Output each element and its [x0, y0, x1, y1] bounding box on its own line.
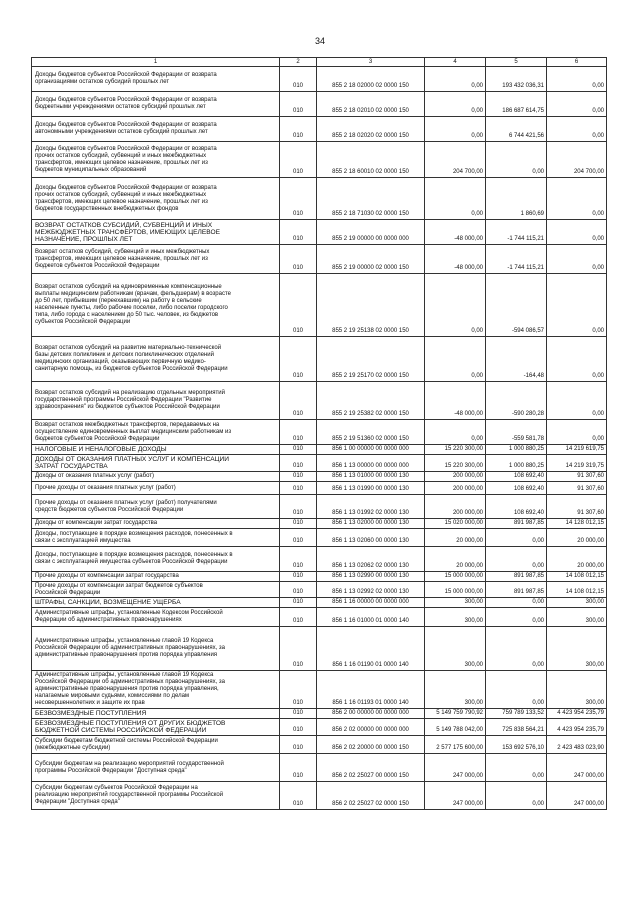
page-number: 34 [314, 36, 325, 46]
table-row [32, 627, 607, 671]
row-name-text: Возврат остатков субсидий на развитие материально-технической базы детских поликлиник и детских поликлинических отделений медицинских организаций, оказывающих первичную медико- санитарную помощь, из бюджетов субъектов Российской Федерации [35, 345, 228, 372]
row-budget-code: 855 2 19 25138 02 0000 150 [317, 274, 425, 337]
row-line-code: 010 [280, 455, 317, 472]
row-name [32, 117, 280, 142]
row-name-text: Субсидии бюджетам на реализацию мероприятий государственной программы Российской Федерации "Доступная среда" [35, 760, 224, 774]
row-budget-code: 856 1 13 02000 00 0000 130 [317, 519, 425, 529]
row-plan-value: 0,00 [425, 92, 486, 117]
row-remaining-value: 14 219 319,75 [547, 455, 607, 472]
row-line-code: 010 [280, 671, 317, 709]
row-budget-code: 856 1 00 00000 00 0000 000 [317, 445, 425, 455]
row-plan-value: 0,00 [425, 117, 486, 142]
row-name-text: Административные штрафы, установленные главой 19 Кодекса Российской Федерации об административных правонарушениях, за административные правонарушения против порядка управления, налагаемые мировыми судьями, комиссиями по делам несовершеннолетних и защите их прав [35, 672, 225, 706]
row-plan-value: 15 000 000,00 [425, 582, 486, 598]
row-name [32, 455, 280, 472]
row-remaining-value: 0,00 [547, 220, 607, 245]
row-plan-value: 204 700,00 [425, 142, 486, 178]
row-line-code: 010 [280, 627, 317, 671]
row-name-text: Доходы от компенсации затрат государства [35, 520, 158, 526]
row-name [32, 337, 280, 382]
table-row [32, 572, 607, 582]
row-budget-code: 856 1 13 02990 00 0000 130 [317, 572, 425, 582]
row-name [32, 178, 280, 220]
row-budget-code: 856 1 13 01000 00 0000 130 [317, 472, 425, 482]
row-remaining-value: 0,00 [547, 117, 607, 142]
row-executed-value: 0,00 [486, 547, 547, 572]
row-budget-code: 856 1 16 01000 01 0000 140 [317, 608, 425, 627]
row-plan-value: 247 000,00 [425, 754, 486, 782]
row-executed-value: 891 987,85 [486, 572, 547, 582]
row-plan-value: -48 000,00 [425, 382, 486, 420]
column-header: 6 [547, 58, 607, 67]
table-row [32, 719, 607, 736]
row-name [32, 67, 280, 92]
row-plan-value: 20 000,00 [425, 547, 486, 572]
row-name [32, 547, 280, 572]
table-row [32, 420, 607, 445]
row-line-code: 010 [280, 495, 317, 519]
row-executed-value: -164,48 [486, 337, 547, 382]
table-row [32, 92, 607, 117]
row-name [32, 608, 280, 627]
row-line-code: 010 [280, 719, 317, 736]
row-line-code: 010 [280, 572, 317, 582]
row-remaining-value: 0,00 [547, 245, 607, 274]
row-name-text: Субсидии бюджетам бюджетной системы Российской Федерации (межбюджетные субсидии) [35, 737, 218, 751]
row-remaining-value: 4 423 954 235,79 [547, 719, 607, 736]
row-executed-value: 725 838 564,21 [486, 719, 547, 736]
row-remaining-value: 20 000,00 [547, 547, 607, 572]
table-header-row [32, 58, 607, 67]
row-name [32, 582, 280, 598]
row-executed-value: 0,00 [486, 598, 547, 608]
row-name-text: Доходы бюджетов субъектов Российской Федерации от возврата организациями остатков субсидий прошлых лет [35, 72, 217, 85]
row-name [32, 142, 280, 178]
table-row [32, 736, 607, 754]
row-executed-value: -590 280,28 [486, 382, 547, 420]
row-line-code: 010 [280, 529, 317, 547]
row-remaining-value: 0,00 [547, 337, 607, 382]
row-executed-value: 1 000 880,25 [486, 455, 547, 472]
row-line-code: 010 [280, 117, 317, 142]
row-plan-value: 247 000,00 [425, 782, 486, 810]
table-row [32, 782, 607, 810]
row-remaining-value: 0,00 [547, 420, 607, 445]
column-header: 3 [317, 58, 425, 67]
row-name [32, 445, 280, 455]
row-plan-value: 15 220 300,00 [425, 455, 486, 472]
row-remaining-value: 20 000,00 [547, 529, 607, 547]
row-plan-value: 300,00 [425, 608, 486, 627]
row-name-text: ДОХОДЫ ОТ ОКАЗАНИЯ ПЛАТНЫХ УСЛУГ И КОМПЕНСАЦИИ ЗАТРАТ ГОСУДАРСТВА [35, 456, 230, 470]
row-name-text: Прочие доходы от компенсации затрат бюджетов субъектов Российской Федерации [35, 582, 203, 596]
row-line-code: 010 [280, 472, 317, 482]
row-plan-value: 2 577 175 600,00 [425, 736, 486, 754]
row-name [32, 754, 280, 782]
row-executed-value: 108 692,40 [486, 482, 547, 495]
table-row [32, 245, 607, 274]
row-name-text: Возврат остатков субсидий, субвенций и иных межбюджетных трансфертов, имеющих целевое назначение, прошлых лет из бюджетов субъектов Российской Федерации [35, 248, 210, 269]
row-name [32, 529, 280, 547]
row-remaining-value: 91 307,60 [547, 472, 607, 482]
row-remaining-value: 0,00 [547, 382, 607, 420]
row-line-code: 010 [280, 519, 317, 529]
row-remaining-value: 14 108 012,15 [547, 572, 607, 582]
row-executed-value: 0,00 [486, 627, 547, 671]
row-name [32, 472, 280, 482]
row-name-text: НАЛОГОВЫЕ И НЕНАЛОГОВЫЕ ДОХОДЫ [35, 446, 167, 453]
row-executed-value: 0,00 [486, 608, 547, 627]
table-row [32, 472, 607, 482]
row-remaining-value: 0,00 [547, 67, 607, 92]
row-plan-value: 0,00 [425, 178, 486, 220]
row-budget-code: 855 2 18 60010 02 0000 150 [317, 142, 425, 178]
row-remaining-value: 0,00 [547, 274, 607, 337]
row-name-text: Доходы, поступающие в порядке возмещения расходов, понесенных в связи с эксплуатацией имущества субъектов Российской Федерации [35, 552, 233, 565]
row-line-code: 010 [280, 337, 317, 382]
table-row [32, 455, 607, 472]
row-name-text: Доходы бюджетов субъектов Российской Федерации от возврата прочих остатков субсидий, субвенций и иных межбюджетных трансфертов, имеющих целевое назначение, прошлых лет из бюджетов муниципальных образований [35, 145, 217, 173]
row-executed-value: -594 086,57 [486, 274, 547, 337]
column-header: 5 [486, 58, 547, 67]
row-line-code: 010 [280, 382, 317, 420]
row-budget-code: 856 2 02 25027 00 0000 150 [317, 754, 425, 782]
row-remaining-value: 91 307,60 [547, 482, 607, 495]
row-name-text: Прочие доходы от компенсации затрат государства [35, 573, 179, 579]
row-budget-code: 856 1 16 01190 01 0000 140 [317, 627, 425, 671]
row-line-code: 010 [280, 782, 317, 810]
row-executed-value: 1 860,69 [486, 178, 547, 220]
row-budget-code: 856 2 00 00000 00 0000 000 [317, 709, 425, 719]
row-line-code: 010 [280, 178, 317, 220]
row-executed-value: 1 000 880,25 [486, 445, 547, 455]
row-plan-value: 300,00 [425, 671, 486, 709]
row-budget-code: 856 1 13 02062 02 0000 130 [317, 547, 425, 572]
column-header: 2 [280, 58, 317, 67]
table-row [32, 598, 607, 608]
row-plan-value: -48 000,00 [425, 245, 486, 274]
row-name-text: Субсидии бюджетам субъектов Российской Федерации на реализацию мероприятий государственной программы Российской Федерации "Доступная среда" [35, 785, 224, 805]
table-row [32, 67, 607, 92]
row-executed-value: 6 744 421,56 [486, 117, 547, 142]
table-row [32, 608, 607, 627]
row-executed-value: 0,00 [486, 671, 547, 709]
row-plan-value: 5 149 788 042,00 [425, 719, 486, 736]
row-budget-code: 855 2 18 71030 02 0000 150 [317, 178, 425, 220]
revenue-table [31, 57, 607, 810]
row-executed-value: 193 432 036,31 [486, 67, 547, 92]
row-line-code: 010 [280, 274, 317, 337]
row-name-text: Доходы, поступающие в порядке возмещения расходов, понесенных в связи с эксплуатацией имущества [35, 530, 233, 544]
row-plan-value: 0,00 [425, 420, 486, 445]
row-name-text: Доходы от оказания платных услуг (работ) [35, 473, 155, 479]
row-budget-code: 856 1 13 01992 02 0000 130 [317, 495, 425, 519]
row-line-code: 010 [280, 67, 317, 92]
table-row [32, 671, 607, 709]
row-executed-value: -1 744 115,21 [486, 245, 547, 274]
row-remaining-value: 14 108 012,15 [547, 582, 607, 598]
row-name [32, 736, 280, 754]
row-line-code: 010 [280, 754, 317, 782]
row-name-text: Прочие доходы от оказания платных услуг (работ) [35, 484, 176, 491]
row-budget-code: 855 2 18 02020 02 0000 150 [317, 117, 425, 142]
table-row [32, 529, 607, 547]
row-budget-code: 855 2 18 02010 02 0000 150 [317, 92, 425, 117]
row-plan-value: 300,00 [425, 598, 486, 608]
row-name-text: Возврат остатков субсидий на реализацию отдельных мероприятий государственной программы Российской Федерации "Развитие здравоохранения" из бюджетов субъектов Российской Федерации [35, 390, 225, 410]
row-name [32, 709, 280, 719]
column-header: 4 [425, 58, 486, 67]
row-remaining-value: 91 307,60 [547, 495, 607, 519]
row-line-code: 010 [280, 582, 317, 598]
row-name [32, 420, 280, 445]
row-budget-code: 856 2 02 00000 00 0000 000 [317, 719, 425, 736]
row-executed-value: 0,00 [486, 142, 547, 178]
row-plan-value: 0,00 [425, 274, 486, 337]
row-budget-code: 856 1 13 02992 02 0000 130 [317, 582, 425, 598]
table-row [32, 445, 607, 455]
row-line-code: 010 [280, 445, 317, 455]
row-plan-value: 300,00 [425, 627, 486, 671]
row-executed-value: 186 687 614,75 [486, 92, 547, 117]
table-row [32, 482, 607, 495]
row-name [32, 782, 280, 810]
row-line-code: 010 [280, 482, 317, 495]
row-remaining-value: 300,00 [547, 627, 607, 671]
row-name-text: БЕЗВОЗМЕЗДНЫЕ ПОСТУПЛЕНИЯ [35, 710, 147, 717]
row-name-text: Административные штрафы, установленные Кодексом Российской Федерации об административных правонарушениях [35, 610, 223, 623]
row-line-code: 010 [280, 709, 317, 719]
row-name-text: Доходы бюджетов субъектов Российской Федерации от возврата автономными учреждениями остатков субсидий прошлых лет [35, 122, 217, 135]
table-row [32, 337, 607, 382]
row-name-text: Возврат остатков межбюджетных трансфертов, передаваемых на осуществление единовременных выплат медицинским работникам из бюджетов субъектов Российской Федерации [35, 421, 232, 442]
table-row [32, 274, 607, 337]
table-row [32, 142, 607, 178]
row-name-text: Прочие доходы от оказания платных услуг (работ) получателями средств бюджетов субъектов Российской Федерации [35, 499, 217, 513]
row-executed-value: 891 987,85 [486, 519, 547, 529]
row-name [32, 572, 280, 582]
row-plan-value: 0,00 [425, 337, 486, 382]
row-remaining-value: 14 219 619,75 [547, 445, 607, 455]
row-name-text: ШТРАФЫ, САНКЦИИ, ВОЗМЕЩЕНИЕ УЩЕРБА [35, 599, 181, 606]
row-plan-value: 200 000,00 [425, 472, 486, 482]
row-name-text: Административные штрафы, установленные главой 19 Кодекса Российской Федерации об административных правонарушениях, за административные правонарушения против порядка управления [35, 638, 225, 658]
row-line-code: 010 [280, 547, 317, 572]
row-plan-value: 20 000,00 [425, 529, 486, 547]
row-plan-value: 15 220 300,00 [425, 445, 486, 455]
row-budget-code: 856 2 02 20000 00 0000 150 [317, 736, 425, 754]
row-budget-code: 856 1 13 00000 00 0000 000 [317, 455, 425, 472]
row-budget-code: 856 1 16 00000 00 0000 000 [317, 598, 425, 608]
row-plan-value: -48 000,00 [425, 220, 486, 245]
row-name [32, 598, 280, 608]
table-row [32, 754, 607, 782]
row-budget-code: 855 2 19 25382 02 0000 150 [317, 382, 425, 420]
row-name-text: БЕЗВОЗМЕЗДНЫЕ ПОСТУПЛЕНИЯ ОТ ДРУГИХ БЮДЖЕТОВ БЮДЖЕТНОЙ СИСТЕМЫ РОССИЙСКОЙ ФЕДЕРАЦИИ [35, 720, 226, 734]
row-executed-value: 0,00 [486, 529, 547, 547]
row-budget-code: 856 1 13 02060 00 0000 130 [317, 529, 425, 547]
row-name [32, 719, 280, 736]
row-executed-value: 891 987,85 [486, 582, 547, 598]
row-line-code: 010 [280, 142, 317, 178]
table-row [32, 582, 607, 598]
row-remaining-value: 4 423 954 235,79 [547, 709, 607, 719]
row-name-text: Возврат остатков субсидий на единовременные компенсационные выплаты медицинским работникам (врачам, фельдшерам) в возрасте до 50 лет, прибывшим (переехавшим) на работу в сельские населенные пункты, либо рабочие поселки, либо поселки городского типа, либо города с населением до 50 тыс. человек, из бюджетов субъектов Российской Федерации [35, 284, 232, 325]
row-line-code: 010 [280, 736, 317, 754]
table-row [32, 709, 607, 719]
row-executed-value: -559 581,78 [486, 420, 547, 445]
row-name [32, 220, 280, 245]
row-budget-code: 855 2 18 02000 02 0000 150 [317, 67, 425, 92]
row-name-text: ВОЗВРАТ ОСТАТКОВ СУБСИДИЙ, СУБВЕНЦИЙ И ИНЫХ МЕЖБЮДЖЕТНЫХ ТРАНСФЕРТОВ, ИМЕЮЩИХ ЦЕЛЕВОЕ НАЗНАЧЕНИЕ, ПРОШЛЫХ ЛЕТ [35, 221, 220, 243]
row-plan-value: 5 149 759 790,92 [425, 709, 486, 719]
row-executed-value: 108 692,40 [486, 472, 547, 482]
row-name [32, 92, 280, 117]
row-name-text: Доходы бюджетов субъектов Российской Федерации от возврата бюджетными учреждениями остатков субсидий прошлых лет [35, 97, 217, 110]
row-name [32, 274, 280, 337]
row-line-code: 010 [280, 245, 317, 274]
row-line-code: 010 [280, 220, 317, 245]
row-executed-value: 153 692 576,10 [486, 736, 547, 754]
table-row [32, 547, 607, 572]
row-plan-value: 200 000,00 [425, 495, 486, 519]
table-row [32, 519, 607, 529]
row-executed-value: 0,00 [486, 782, 547, 810]
row-budget-code: 856 1 16 01193 01 0000 140 [317, 671, 425, 709]
row-executed-value: -1 744 115,21 [486, 220, 547, 245]
row-line-code: 010 [280, 92, 317, 117]
row-name [32, 627, 280, 671]
table-row [32, 495, 607, 519]
row-name [32, 382, 280, 420]
column-header: 1 [32, 58, 280, 67]
row-remaining-value: 0,00 [547, 92, 607, 117]
row-line-code: 010 [280, 420, 317, 445]
table-row [32, 220, 607, 245]
row-remaining-value: 247 000,00 [547, 754, 607, 782]
table-row [32, 382, 607, 420]
row-remaining-value: 300,00 [547, 671, 607, 709]
row-remaining-value: 0,00 [547, 178, 607, 220]
row-budget-code: 856 2 02 25027 02 0000 150 [317, 782, 425, 810]
row-name [32, 519, 280, 529]
row-remaining-value: 2 423 483 023,90 [547, 736, 607, 754]
row-plan-value: 15 020 000,00 [425, 519, 486, 529]
row-remaining-value: 14 128 012,15 [547, 519, 607, 529]
row-remaining-value: 247 000,00 [547, 782, 607, 810]
row-plan-value: 200 000,00 [425, 482, 486, 495]
row-name [32, 482, 280, 495]
table-row [32, 178, 607, 220]
row-name [32, 671, 280, 709]
row-name [32, 495, 280, 519]
table-row [32, 117, 607, 142]
row-plan-value: 15 000 000,00 [425, 572, 486, 582]
row-remaining-value: 204 700,00 [547, 142, 607, 178]
row-budget-code: 855 2 19 00000 00 0000 000 [317, 220, 425, 245]
row-remaining-value: 300,00 [547, 598, 607, 608]
row-name [32, 245, 280, 274]
row-budget-code: 855 2 19 00000 02 0000 150 [317, 245, 425, 274]
row-budget-code: 856 1 13 01990 00 0000 130 [317, 482, 425, 495]
row-budget-code: 855 2 19 25170 02 0000 150 [317, 337, 425, 382]
row-plan-value: 0,00 [425, 67, 486, 92]
row-name-text: Доходы бюджетов субъектов Российской Федерации от возврата прочих остатков субсидий, субвенций и иных межбюджетных трансфертов, имеющих целевое назначение, прошлых лет из бюджетов государственных внебюджетных фондов [35, 184, 217, 212]
row-remaining-value: 300,00 [547, 608, 607, 627]
row-budget-code: 855 2 19 51360 02 0000 150 [317, 420, 425, 445]
row-line-code: 010 [280, 608, 317, 627]
row-executed-value: 108 692,40 [486, 495, 547, 519]
row-line-code: 010 [280, 598, 317, 608]
row-executed-value: 759 789 133,52 [486, 709, 547, 719]
row-executed-value: 0,00 [486, 754, 547, 782]
